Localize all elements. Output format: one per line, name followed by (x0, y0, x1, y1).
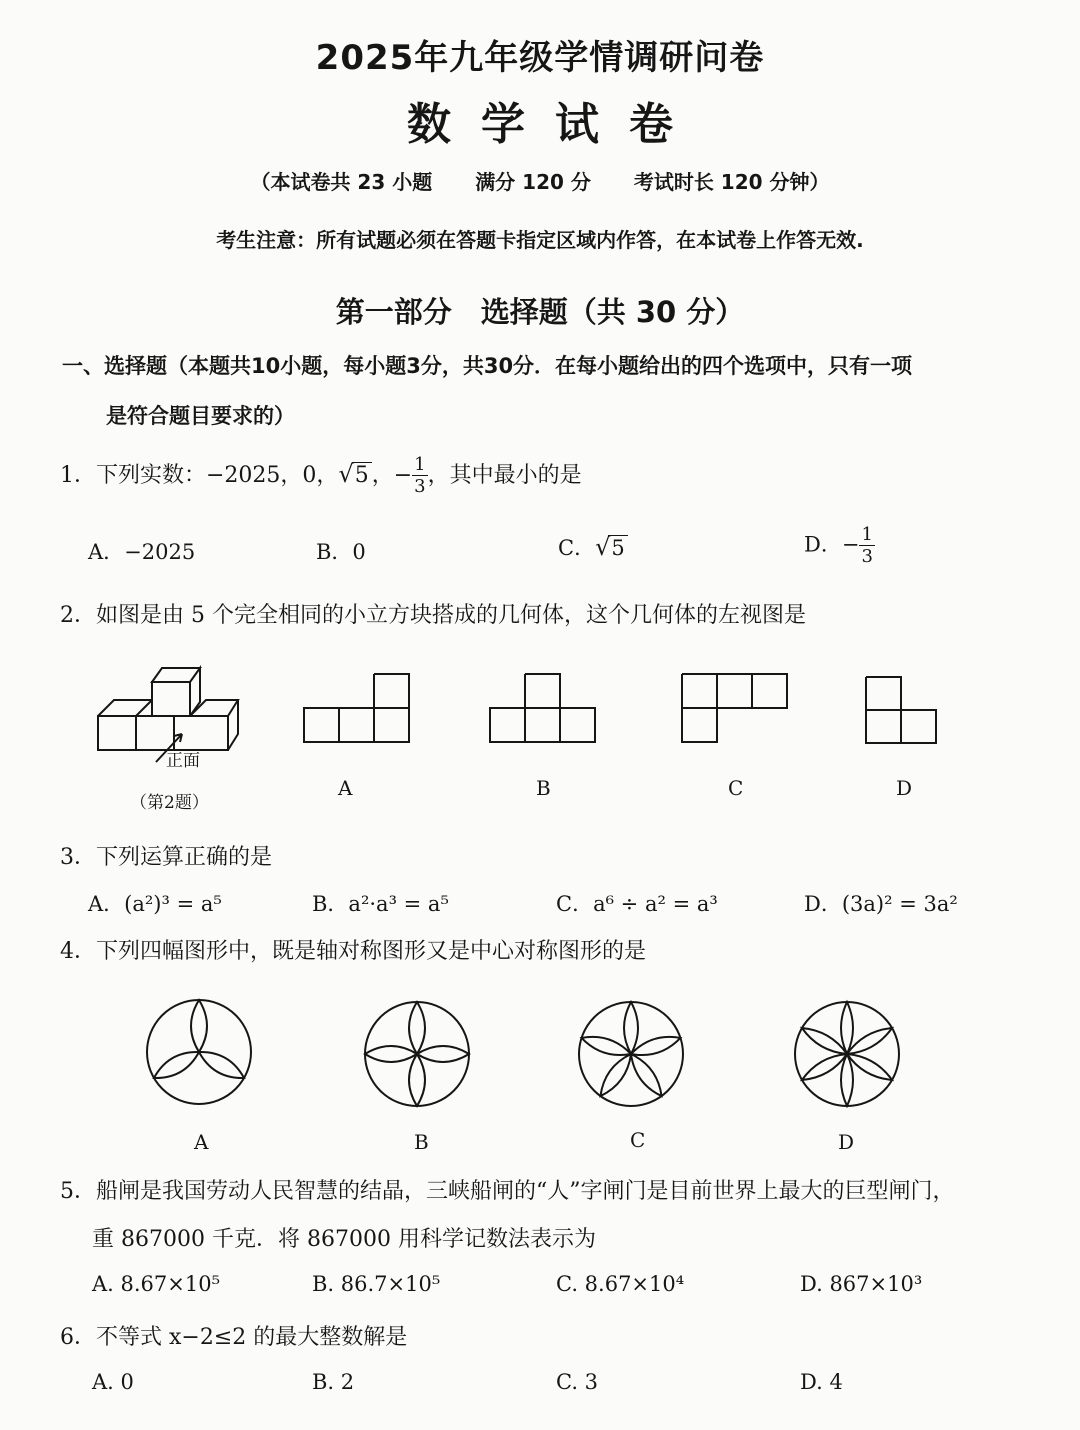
q2-stem: 2．如图是由 5 个完全相同的小立方块搭成的几何体，这个几何体的左视图是 (60, 603, 806, 628)
info-time: 考试时长 120 分钟） (633, 170, 830, 194)
q2-label-d: D (896, 776, 913, 800)
q6-option-a[interactable]: A. 0 (92, 1370, 134, 1394)
q5-option-d[interactable]: D. 867×10³ (800, 1272, 923, 1296)
q4-label-b: B (414, 1130, 429, 1154)
exam-title: 2025年九年级学情调研问卷 (315, 38, 765, 78)
q3-option-c[interactable]: C．a⁶ ÷ a² = a³ (556, 892, 718, 916)
q4-stem: 4．下列四幅图形中，既是轴对称图形又是中心对称图形的是 (60, 939, 646, 964)
q3-option-a[interactable]: A．(a²)³ = a⁵ (88, 892, 222, 916)
q6-option-b[interactable]: B. 2 (312, 1370, 355, 1394)
q5-option-a[interactable]: A. 8.67×10⁵ (92, 1272, 221, 1296)
q1-stem-post: ，其中最小的是 (427, 463, 582, 488)
exam-notice: 考生注意：所有试题必须在答题卡指定区域内作答，在本试卷上作答无效. (216, 228, 864, 252)
q5-stem-line2: 重 867000 千克．将 867000 用科学记数法表示为 (92, 1227, 596, 1252)
q3-option-d[interactable]: D．(3a)² = 3a² (804, 892, 958, 916)
q4-figure-b[interactable] (360, 1000, 476, 1106)
q1-stem: 1．下列实数：−2025，0，√5 ，− $\frac{1}{3}$ ，其中最小的是 (60, 454, 582, 497)
q6-option-d[interactable]: D. 4 (800, 1370, 843, 1394)
q2-option-c-view[interactable] (682, 673, 788, 743)
q2-label-c: C (728, 776, 744, 800)
q1-option-d[interactable] (804, 526, 875, 566)
q1-option-c-label: C． (558, 536, 596, 560)
q4-label-c: C (630, 1128, 646, 1152)
q1-option-d-fraction (859, 526, 874, 566)
q5-option-b[interactable]: B. 86.7×10⁵ (312, 1272, 441, 1296)
q1-option-d-label: D．− (804, 532, 860, 557)
section-instruction-line1: 一、选择题（本题共10小题，每小题3分，共30分．在每小题给出的四个选项中，只有一项 (62, 354, 913, 378)
q1-option-c[interactable]: C．√5 (558, 532, 628, 562)
q6-stem: 6．不等式 x−2≤2 的最大整数解是 (60, 1325, 408, 1350)
q2-figure-caption: （第2题） (130, 793, 209, 813)
q2-front-label: 正面 (166, 751, 200, 771)
q2-option-d-view[interactable] (866, 676, 938, 746)
q4-figure-d[interactable] (790, 1000, 906, 1106)
q1-frac-den: 3 (414, 476, 426, 497)
q1-option-d-den: 3 (861, 546, 873, 567)
q2-label-b: B (536, 776, 551, 800)
q2-option-a-view[interactable] (304, 673, 410, 743)
q4-label-d: D (838, 1130, 855, 1154)
q2-label-a: A (338, 776, 353, 800)
q1-frac-num: 1 (414, 454, 426, 475)
q1-sqrt-value: 5 (352, 462, 372, 488)
q1-stem-pre: 1．下列实数：−2025，0， (60, 463, 339, 488)
q1-option-b[interactable]: B．0 (316, 540, 366, 564)
exam-info (0, 166, 1080, 195)
q1-fraction (412, 456, 427, 496)
q4-figure-a[interactable] (142, 1000, 258, 1106)
info-questions: （本试卷共 23 小题 (250, 170, 433, 194)
q1-sep: ，− (371, 463, 413, 488)
q3-stem: 3．下列运算正确的是 (60, 845, 272, 870)
q4-figure-c[interactable] (574, 1000, 690, 1106)
q5-stem-line1: 5．船闸是我国劳动人民智慧的结晶，三峡船闸的“人”字闸门是目前世界上最大的巨型闸门， (60, 1179, 955, 1204)
q1-option-c-sqrt: 5 (608, 535, 627, 560)
q3-option-b[interactable]: B．a²·a³ = a⁵ (312, 892, 449, 916)
section-instruction-line2: 是符合题目要求的） (106, 404, 295, 428)
part1-title: 第一部分 选择题（共 30 分） (335, 295, 745, 329)
q5-option-c[interactable]: C. 8.67×10⁴ (556, 1272, 685, 1296)
q1-option-a[interactable]: A．−2025 (88, 540, 196, 564)
info-score: 满分 120 分 (475, 170, 591, 194)
q2-option-b-view[interactable] (490, 673, 596, 743)
q6-option-c[interactable]: C. 3 (556, 1370, 599, 1394)
subject-title: 数学试卷 (407, 99, 703, 150)
q4-label-a: A (194, 1130, 209, 1154)
q1-option-d-num: 1 (861, 524, 873, 545)
